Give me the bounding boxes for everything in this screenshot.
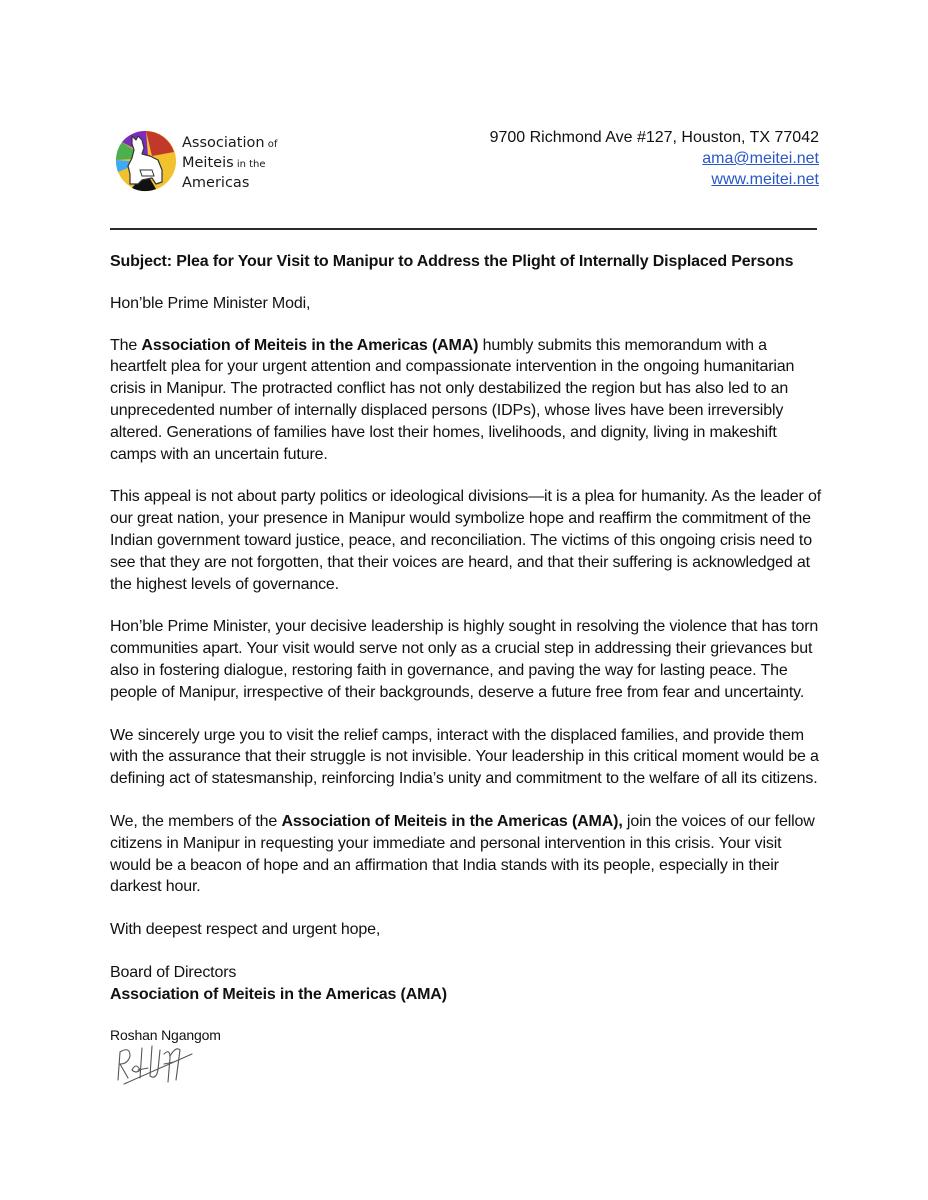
header-divider [110,228,817,230]
paragraph-text: join the voices of our fellow citizens in Manipur in requesting your immediate and personal intervention in this crisis. Your visit would be a beacon of hope and an affirmation that India stands with its people, especially in their darkest hour. [110,812,815,896]
organization-logo-text [182,134,277,192]
mailing-address: 9700 Richmond Ave #127, Houston, TX 77042 [489,129,819,146]
closing-line: With deepest respect and urgent hope, [110,921,381,939]
letter-body [110,251,822,1086]
paragraph-text: humbly submits this memorandum with a heartfelt plea for your urgent attention and compassionate intervention in the ongoing humanitarian crisis in Manipur. The protracted conflict has not only destabilized the region but has also led to an unprecedented number of internally displaced persons (IDPs), whose lives have been irreversibly altered. Generations of families have lost their homes, livelihoods, and dignity, living in makeshift camps with an uncertain future. [110,336,795,463]
paragraph-4: We sincerely urge you to visit the relief camps, interact with the displaced families, and provide them with the assurance that their struggle is not invisible. Your leadership in this critical moment would be a defining act of statesmanship, reinforcing India’s unity and commitment to the welfare of all its citizens. [110,726,819,788]
paragraph-2: This appeal is not about party politics or ideological divisions—it is a plea for humanity. As the leader of our great nation, your presence in Manipur would symbolize hope and reaffirm the commitment of the Indian government toward justice, peace, and reconciliation. The victims of this ongoing crisis need to see that they are not forgotten, that their voices are heard, and that their suffering is acknowledged at the highest levels of governance. [110,488,822,593]
organization-name-bold: Association of Meiteis in the Americas (AMA) [141,336,479,354]
email-link[interactable]: ama@meitei.net [702,150,819,167]
signing-organization: Association of Meiteis in the Americas (AMA) [110,985,447,1003]
handwritten-signature-icon [114,1040,194,1086]
paragraph-text: The [110,336,142,354]
logo-text-line2: Meiteis [182,155,234,171]
salutation: Hon’ble Prime Minister Modi, [110,294,311,312]
organization-name-bold: Association of Meiteis in the Americas (AMA), [281,812,623,830]
paragraph-5 [110,811,822,898]
paragraph-3: Hon’ble Prime Minister, your decisive leadership is highly sought in resolving the violence that has torn communities apart. Your visit would serve not only as a crucial step in addressing their grievances but also in fostering dialogue, restoring faith in governance, and paving the way for lasting peace. The people of Manipur, irrespective of their backgrounds, deserve a future free from fear and uncertainty. [110,618,819,701]
board-line: Board of Directors [110,963,237,981]
signer-name: Roshan Ngangom [110,1026,221,1043]
logo-text-line1: Association [182,135,265,151]
subject-line: Subject: Plea for Your Visit to Manipur to Address the Plight of Internally Displaced Persons [110,253,794,270]
logo-text-line2-small: in the [233,159,266,170]
paragraph-1 [110,335,822,466]
contact-block [490,127,819,190]
ama-emblem-icon [112,126,180,194]
paragraph-text: We, the members of the [110,812,282,830]
logo-text-line3: Americas [182,175,250,191]
logo-text-line1-small: of [264,139,278,150]
website-link[interactable]: www.meitei.net [711,171,819,188]
